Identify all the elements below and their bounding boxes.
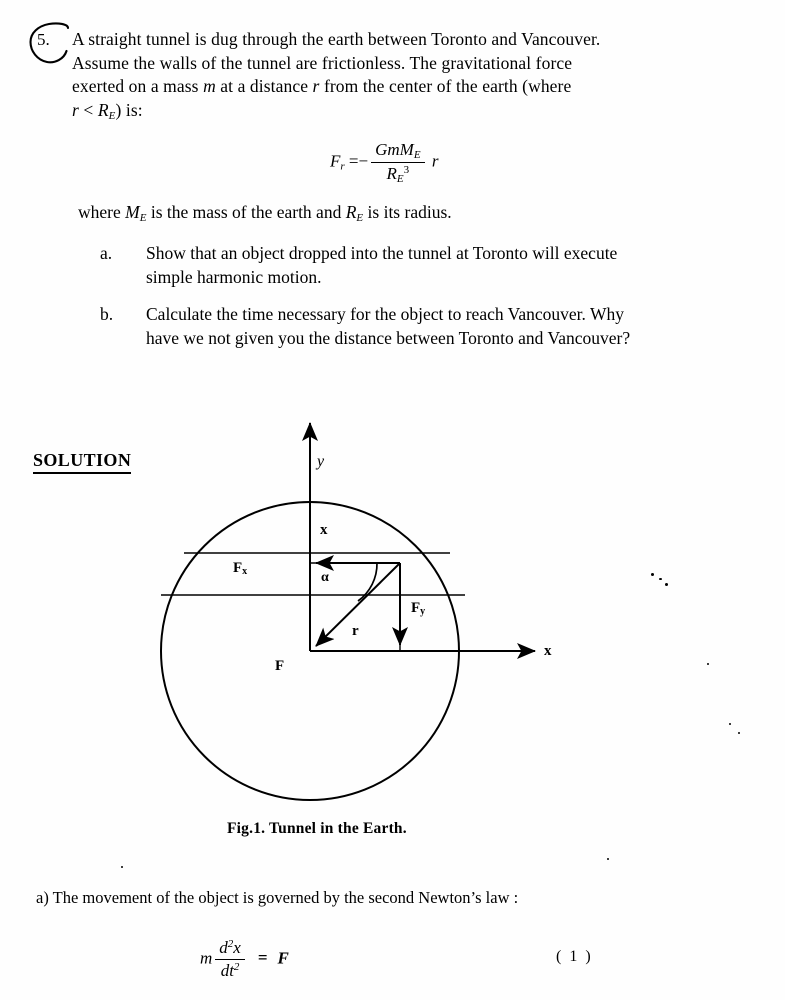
eq-grav-lhs-subscript: r: [340, 160, 345, 173]
eq-grav-denominator-exponent: 3: [403, 164, 410, 176]
eq-grav-minus: −: [358, 151, 369, 171]
eq-newton-denominator-exponent: 2: [233, 961, 240, 973]
equation-gravitational-force: [330, 140, 438, 185]
list-item-a: [100, 242, 785, 289]
eq-grav-numerator: [371, 140, 424, 163]
statement-line-3-a: exerted on a mass: [72, 76, 204, 96]
scan-speckle: [607, 858, 609, 860]
where-post: is its radius.: [363, 202, 452, 222]
x-axis-label: x: [544, 643, 552, 659]
eq-newton-rhs: F: [277, 948, 289, 968]
where-clause: [78, 202, 452, 224]
list-item-a-body: [146, 242, 785, 289]
eq-grav-denominator-text: R: [386, 164, 397, 183]
symbol-earth-mass: M: [125, 202, 140, 222]
y-axis-label: y: [317, 453, 325, 470]
eq-newton-numerator-d: d: [219, 938, 228, 957]
symbol-earth-radius-3-subscript: E: [356, 212, 364, 224]
scan-speckle: [659, 578, 662, 580]
scan-speckle: [121, 866, 123, 868]
x-inner-label: x: [320, 522, 328, 538]
eq-newton-numerator-var: x: [233, 938, 241, 957]
eq-grav-fraction: [371, 140, 424, 185]
force-y-label: [411, 600, 425, 617]
eq-newton-numerator-exponent: 2: [227, 938, 234, 950]
less-than-symbol: <: [78, 99, 98, 120]
force-x-label: [233, 560, 247, 577]
eq-grav-denominator-subscript: E: [396, 173, 404, 185]
symbol-earth-radius-subscript: E: [108, 109, 116, 122]
list-item-b-line-2: have we not given you the distance between Toronto and Vancouver?: [146, 327, 631, 348]
symbol-radius-2: r: [72, 99, 79, 120]
eq-grav-denominator: [371, 163, 424, 185]
list-item-a-line-2: simple harmonic motion.: [146, 266, 322, 287]
eq-grav-trailing-r: r: [431, 151, 439, 171]
eq-grav-equals: =: [348, 151, 359, 171]
eq-newton-denominator-dt: dt: [220, 961, 234, 980]
force-y-label-subscript: y: [420, 606, 426, 617]
statement-line-1: A straight tunnel is dug through the earth between Toronto and Vancouver.: [72, 29, 601, 49]
eq-grav-numerator-text: GmM: [375, 140, 414, 159]
list-item-b: [100, 303, 785, 350]
list-item-b-line-1: Calculate the time necessary for the object to reach Vancouver. Why: [146, 304, 624, 324]
radius-label: r: [352, 623, 359, 639]
part-a-body: The movement of the object is governed by the second Newton’s law :: [48, 888, 519, 907]
part-a-text: [36, 888, 518, 908]
where-pre: where: [78, 202, 126, 222]
force-y-label-text: F: [411, 600, 421, 616]
scan-speckle: [707, 663, 709, 665]
angle-alpha-label: α: [321, 570, 329, 585]
equation-newton-second-law: [200, 938, 289, 981]
statement-line-4-end: ) is:: [115, 99, 143, 120]
eq-grav-lhs: F: [330, 151, 341, 171]
list-item-b-marker: b.: [100, 304, 114, 324]
figure-caption: Fig.1. Tunnel in the Earth.: [227, 820, 407, 837]
problem-number-text: 5.: [37, 30, 50, 49]
symbol-radius: r: [312, 76, 320, 96]
eq-newton-equals: =: [257, 948, 268, 968]
statement-line-4: [72, 99, 772, 129]
scan-speckle: [738, 732, 740, 734]
scan-speckle: [729, 723, 731, 725]
force-x-label-text: F: [233, 560, 243, 576]
symbol-earth-radius-3: R: [345, 202, 357, 222]
scan-speckle: [651, 573, 654, 576]
force-x-label-subscript: x: [242, 566, 248, 577]
statement-line-3-b: at a distance: [215, 76, 313, 96]
force-resultant-label: F: [275, 658, 285, 674]
problem-statement: [72, 28, 772, 128]
part-a-marker: a): [36, 888, 49, 907]
equation-number: ( 1 ): [556, 948, 593, 965]
figure-tunnel-diagram: [120, 405, 580, 825]
eq-grav-numerator-subscript: E: [413, 149, 421, 161]
eq-newton-mass: m: [200, 948, 213, 968]
eq-newton-numerator: [215, 938, 245, 960]
solution-heading: SOLUTION: [33, 450, 131, 474]
scan-speckle: [665, 583, 668, 586]
symbol-earth-radius: R: [97, 99, 109, 120]
list-item-b-body: [146, 303, 785, 350]
list-item-a-line-1: Show that an object dropped into the tunnel at Toronto will execute: [146, 243, 618, 263]
statement-line-2: Assume the walls of the tunnel are frictionless. The gravitational force: [72, 52, 573, 73]
symbol-earth-mass-subscript: E: [139, 212, 147, 224]
statement-line-3: [72, 75, 772, 99]
symbol-mass: m: [203, 76, 216, 96]
eq-newton-fraction: [215, 938, 245, 981]
statement-line-3-c: from the center of the earth (where: [319, 76, 572, 96]
where-mid: is the mass of the earth and: [146, 202, 346, 222]
eq-newton-denominator: [215, 960, 245, 981]
problem-number-circle: [28, 22, 76, 64]
list-item-a-marker: a.: [100, 243, 113, 263]
